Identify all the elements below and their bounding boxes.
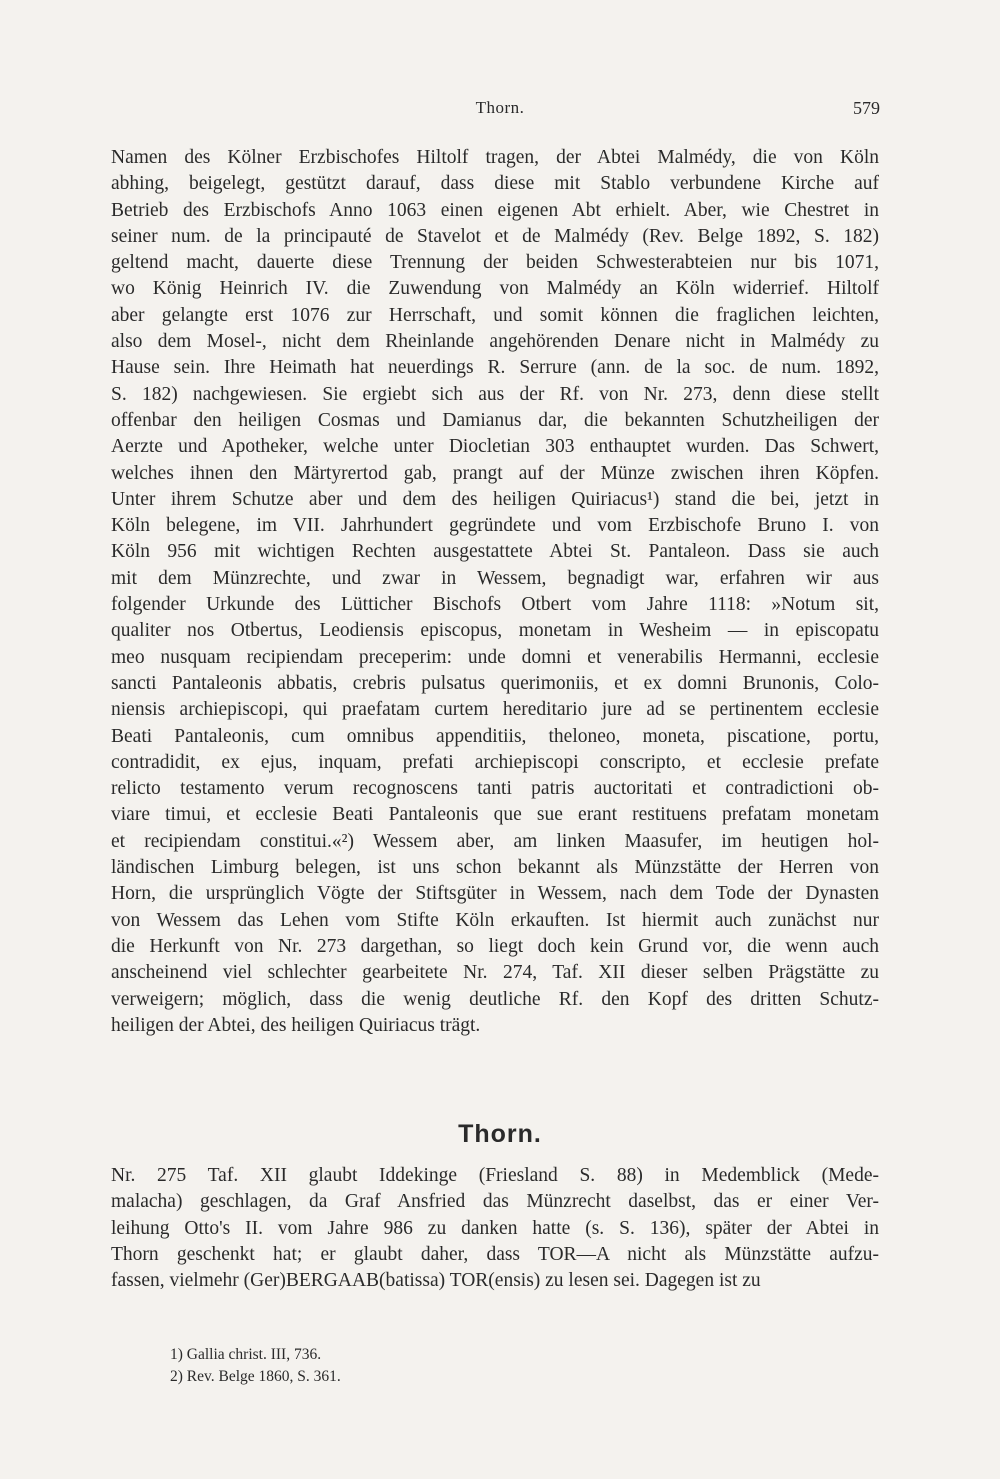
text-line: Beati Pantaleonis, cum omnibus appenditiis, theloneo, moneta, piscatione, portu, bbox=[111, 725, 879, 747]
text-line: et recipiendam constitui.«²) Wessem aber, am linken Maasufer, im heutigen hol- bbox=[111, 830, 879, 852]
footnote: 1) Gallia christ. III, 736. bbox=[170, 1346, 322, 1363]
main-text-block bbox=[111, 145, 879, 1039]
text-line: S. 182) nachgewiesen. Sie ergiebt sich aus der Rf. von Nr. 273, denn diese stellt bbox=[111, 383, 879, 405]
text-line: Thorn geschenkt hat; er glaubt daher, dass TOR—A nicht als Münzstätte aufzu- bbox=[111, 1243, 879, 1265]
running-header-title: Thorn. bbox=[475, 98, 525, 117]
text-line: von Wessem das Lehen vom Stifte Köln erkauften. Ist hiermit auch zunächst nur bbox=[111, 909, 879, 931]
text-line: also dem Mosel-, nicht dem Rheinlande angehörenden Denare nicht in Malmédy zu bbox=[111, 331, 879, 353]
section-heading: Thorn. bbox=[458, 1120, 542, 1148]
text-line: contradidit, ex ejus, inquam, prefati archiepiscopi conscripto, et ecclesie prefate bbox=[111, 751, 879, 773]
text-line: Namen des Kölner Erzbischofes Hiltolf tragen, der Abtei Malmédy, die von Köln bbox=[111, 147, 879, 168]
text-line: seiner num. de la principauté de Stavelot et de Malmédy (Rev. Belge 1892, S. 182) bbox=[111, 225, 879, 247]
text-line: relicto testamento verum recognoscens tanti patris auctoritati et contradictioni ob- bbox=[111, 778, 879, 800]
text-line: Unter ihrem Schutze aber und dem des heiligen Quiriacus¹) stand die bei, jetzt in bbox=[111, 488, 879, 510]
section-text-block bbox=[111, 1163, 879, 1294]
text-line: Horn, die ursprünglich Vögte der Stiftsgüter in Wessem, nach dem Tode der Dynasten bbox=[111, 883, 879, 905]
text-line: geltend macht, dauerte diese Trennung der beiden Schwesterabteien nur bis 1071, bbox=[111, 252, 879, 274]
text-line: die Herkunft von Nr. 273 dargethan, so liegt doch kein Grund vor, die wenn auch bbox=[111, 935, 879, 957]
text-line: meo nusquam recipiendam preceperim: unde domni et venerabilis Hermanni, ecclesie bbox=[111, 646, 879, 668]
text-line: Köln 956 mit wichtigen Rechten ausgestattete Abtei St. Pantaleon. Dass sie auch bbox=[111, 541, 879, 563]
text-line: aber gelangte erst 1076 zur Herrschaft, und somit können die fraglichen leichten, bbox=[111, 304, 879, 326]
text-line: leihung Otto's II. vom Jahre 986 zu danken hatte (s. S. 136), später der Abtei in bbox=[111, 1217, 879, 1239]
text-line: heiligen der Abtei, des heiligen Quiriacus trägt. bbox=[111, 1014, 481, 1036]
text-line: mit dem Münzrechte, und zwar in Wessem, begnadigt war, erfahren wir aus bbox=[111, 567, 879, 589]
text-line: Hause sein. Ihre Heimath hat neuerdings R. Serrure (ann. de la soc. de num. 1892, bbox=[111, 357, 879, 379]
text-line: Aerzte und Apotheker, welche unter Diocletian 303 enthauptet wurden. Das Schwert, bbox=[111, 436, 879, 458]
text-line: fassen, vielmehr (Ger)BERGAAB(batissa) TOR(ensis) zu lesen sei. Dagegen ist zu bbox=[111, 1270, 761, 1292]
text-line: wo König Heinrich IV. die Zuwendung von Malmédy an Köln widerrief. Hiltolf bbox=[111, 278, 879, 300]
text-line: folgender Urkunde des Lütticher Bischofs Otbert vom Jahre 1118: »Notum sit, bbox=[111, 594, 879, 616]
text-line: Köln belegene, im VII. Jahrhundert gegründete und vom Erzbischofe Bruno I. von bbox=[111, 515, 879, 537]
text-line: ländischen Limburg belegen, ist uns schon bekannt als Münzstätte der Herren von bbox=[111, 857, 879, 879]
text-line: sancti Pantaleonis abbatis, crebris pulsatus querimoniis, et ex domni Brunonis, Colo- bbox=[111, 672, 879, 694]
text-line: qualiter nos Otbertus, Leodiensis episcopus, monetam in Wesheim — in episcopatu bbox=[111, 620, 879, 642]
text-line: welches ihnen den Märtyrertod gab, prangt auf der Münze zwischen ihren Köpfen. bbox=[111, 462, 879, 484]
text-line: anscheinend viel schlechter gearbeitete Nr. 274, Taf. XII dieser selben Prägstätte zu bbox=[111, 962, 879, 984]
text-line: abhing, beigelegt, gestützt darauf, dass diese mit Stablo verbundene Kirche auf bbox=[111, 173, 879, 195]
text-line: malacha) geschlagen, da Graf Ansfried das Münzrecht daselbst, das er einer Ver- bbox=[111, 1191, 879, 1213]
text-line: verweigern; möglich, dass die wenig deutliche Rf. den Kopf des dritten Schutz- bbox=[111, 988, 879, 1010]
text-line: offenbar den heiligen Cosmas und Damianus dar, die bekannten Schutzheiligen der bbox=[111, 409, 879, 431]
footnotes bbox=[170, 1344, 341, 1388]
text-line: Nr. 275 Taf. XII glaubt Iddekinge (Friesland S. 88) in Medemblick (Mede- bbox=[111, 1165, 879, 1186]
text-line: viare timui, et ecclesie Beati Pantaleonis que sue erant restituens prefatam monetam bbox=[111, 804, 879, 826]
page-number: 579 bbox=[853, 98, 880, 118]
text-line: Betrieb des Erzbischofs Anno 1063 einen eigenen Abt erhielt. Aber, wie Chestret in bbox=[111, 199, 879, 221]
text-line: niensis archiepiscopi, qui praefatam curtem hereditario jure ad se pertinentem ecclesie bbox=[111, 699, 879, 721]
footnote: 2) Rev. Belge 1860, S. 361. bbox=[170, 1368, 341, 1385]
